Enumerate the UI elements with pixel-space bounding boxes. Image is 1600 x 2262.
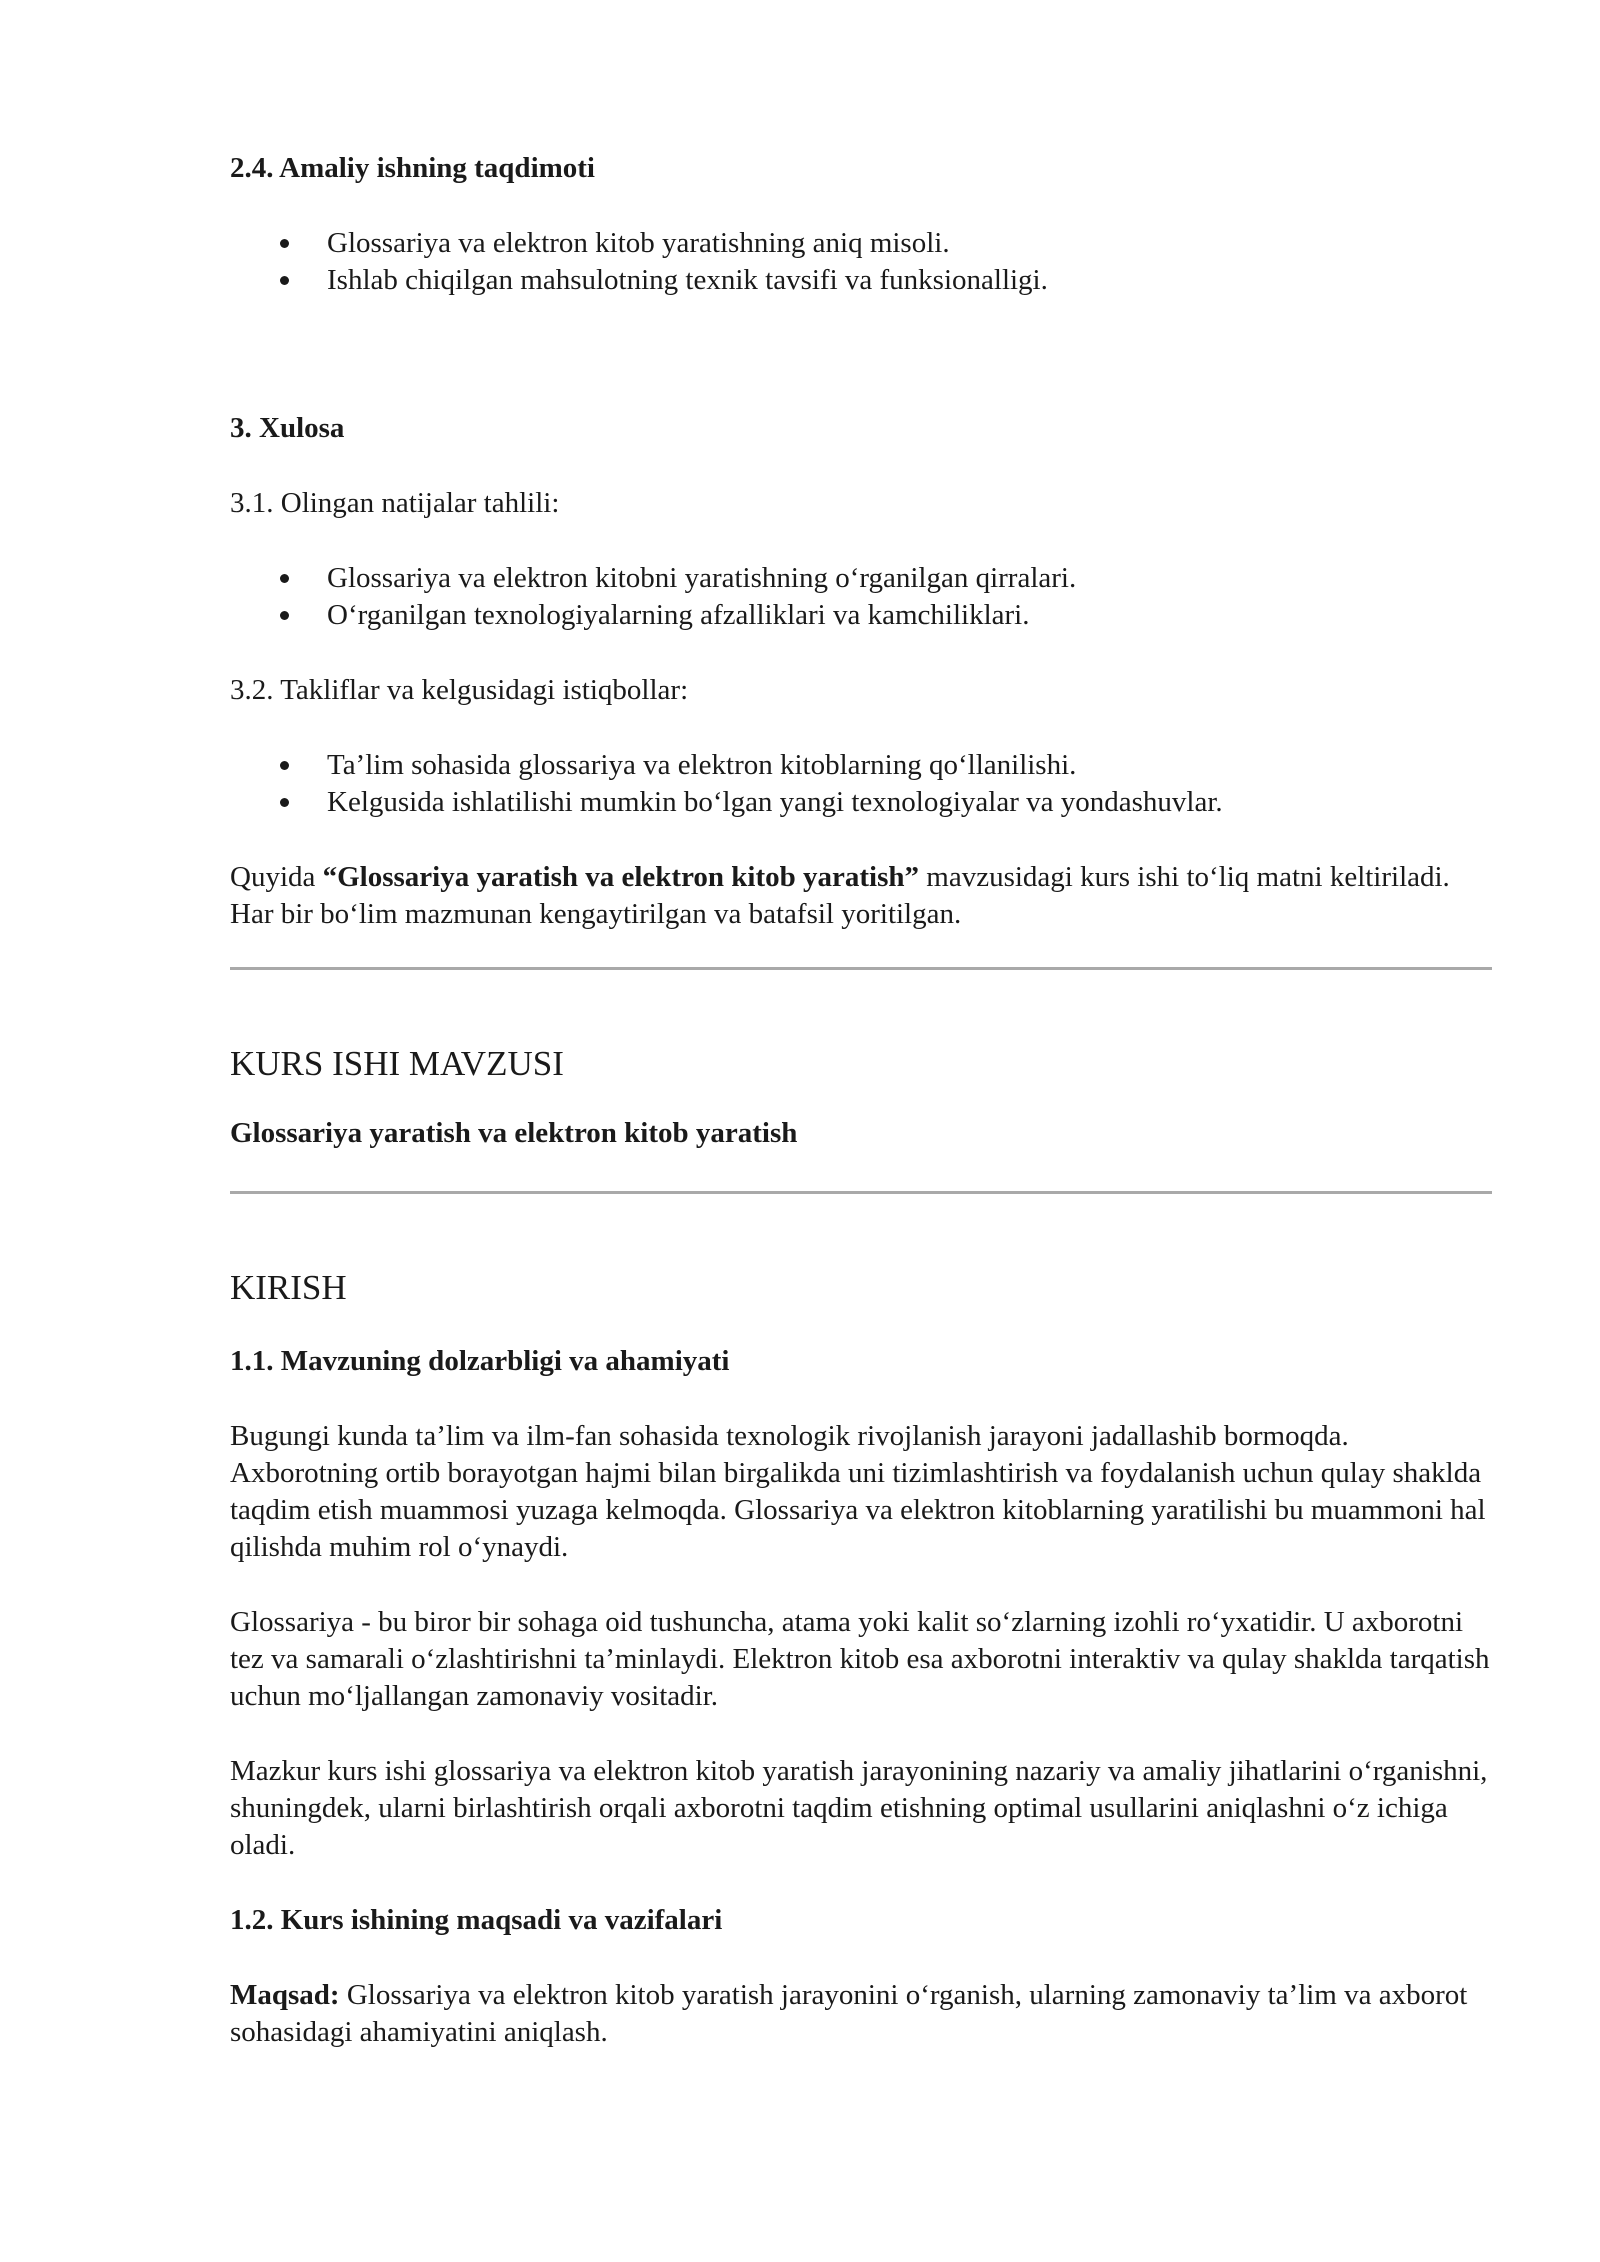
intro-suffix: mavzusidagi kurs ishi to‘liq matni keltiriladi. Har bir bo‘lim mazmunan kengaytirilgan va batafsil yoritilgan. bbox=[230, 861, 1450, 930]
bullet-icon bbox=[280, 239, 289, 248]
list-item-text: Kelgusida ishlatilishi mumkin bo‘lgan yangi texnologiyalar va yondashuvlar. bbox=[327, 786, 1223, 818]
goal-text: Glossariya va elektron kitob yaratish jarayonini o‘rganish, ularning zamonaviy ta’lim va axborot sohasidagi ahamiyatini aniqlash. bbox=[230, 1979, 1468, 2048]
section-3-2-title: 3.2. Takliflar va kelgusidagi istiqbollar: bbox=[230, 674, 689, 706]
intro-paragraph bbox=[230, 859, 1492, 933]
section-3-1-list bbox=[230, 560, 1492, 634]
bullet-icon bbox=[280, 798, 289, 807]
paragraph: Glossariya - bu biror bir sohaga oid tushuncha, atama yoki kalit so‘zlarning izohli ro‘yxatidir. U axborotni tez va samarali o‘zlashtirishni ta’minlaydi. Elektron kitob esa axborotni interaktiv va qulay shaklda tarqatish uchun mo‘ljallangan zamonaviy vositadir. bbox=[230, 1606, 1490, 1712]
section-1-2-title: 1.2. Kurs ishining maqsadi va vazifalari bbox=[230, 1904, 723, 1936]
bullet-icon bbox=[280, 574, 289, 583]
list-item bbox=[230, 225, 1492, 262]
kirish-heading: KIRISH bbox=[230, 1268, 347, 1307]
section-2-4-title: 2.4. Amaliy ishning taqdimoti bbox=[230, 152, 595, 184]
bullet-icon bbox=[280, 611, 289, 620]
list-item-text: Ishlab chiqilgan mahsulotning texnik tavsifi va funksionalligi. bbox=[327, 264, 1048, 296]
section-3-2-list bbox=[230, 747, 1492, 821]
paragraph: Bugungi kunda ta’lim va ilm-fan sohasida texnologik rivojlanish jarayoni jadallashib bormoqda. Axborotning ortib borayotgan hajmi bilan birgalikda uni tizimlashtirish va foydalanish uchun qulay shaklda taqdim etish muammosi yuzaga kelmoqda. Glossariya va elektron kitoblarning yaratilishi bu muammoni hal qilishda muhim rol o‘ynaydi. bbox=[230, 1420, 1486, 1563]
goal-paragraph bbox=[230, 1977, 1492, 2051]
section-3-1-title: 3.1. Olingan natijalar tahlili: bbox=[230, 487, 560, 519]
topic-title: Glossariya yaratish va elektron kitob yaratish bbox=[230, 1117, 798, 1149]
list-item bbox=[230, 560, 1492, 597]
list-item-text: O‘rganilgan texnologiyalarning afzalliklari va kamchiliklari. bbox=[327, 599, 1030, 631]
list-item bbox=[230, 784, 1492, 821]
list-item bbox=[230, 747, 1492, 784]
list-item bbox=[230, 262, 1492, 299]
intro-bold-title: “Glossariya yaratish va elektron kitob yaratish” bbox=[322, 861, 920, 893]
bullet-icon bbox=[280, 276, 289, 285]
paragraph: Mazkur kurs ishi glossariya va elektron kitob yaratish jarayonining nazariy va amaliy jihatlarini o‘rganishni, shuningdek, ularni birlashtirish orqali axborotni taqdim etishning optimal usullarini aniqlashni o‘z ichiga oladi. bbox=[230, 1755, 1488, 1861]
document-page bbox=[230, 150, 1492, 2051]
section-1-1-title: 1.1. Mavzuning dolzarbligi va ahamiyati bbox=[230, 1345, 730, 1377]
divider bbox=[230, 1191, 1492, 1194]
list-item-text: Glossariya va elektron kitobni yaratishning o‘rganilgan qirralari. bbox=[327, 562, 1077, 594]
list-item-text: Ta’lim sohasida glossariya va elektron kitoblarning qo‘llanilishi. bbox=[327, 749, 1077, 781]
section-2-4-list bbox=[230, 225, 1492, 299]
list-item-text: Glossariya va elektron kitob yaratishning aniq misoli. bbox=[327, 227, 950, 259]
divider bbox=[230, 967, 1492, 970]
section-3-title: 3. Xulosa bbox=[230, 412, 345, 444]
list-item bbox=[230, 597, 1492, 634]
topic-heading: KURS ISHI MAVZUSI bbox=[230, 1044, 564, 1083]
goal-label: Maqsad: bbox=[230, 1979, 340, 2011]
bullet-icon bbox=[280, 761, 289, 770]
intro-prefix: Quyida bbox=[230, 861, 323, 893]
